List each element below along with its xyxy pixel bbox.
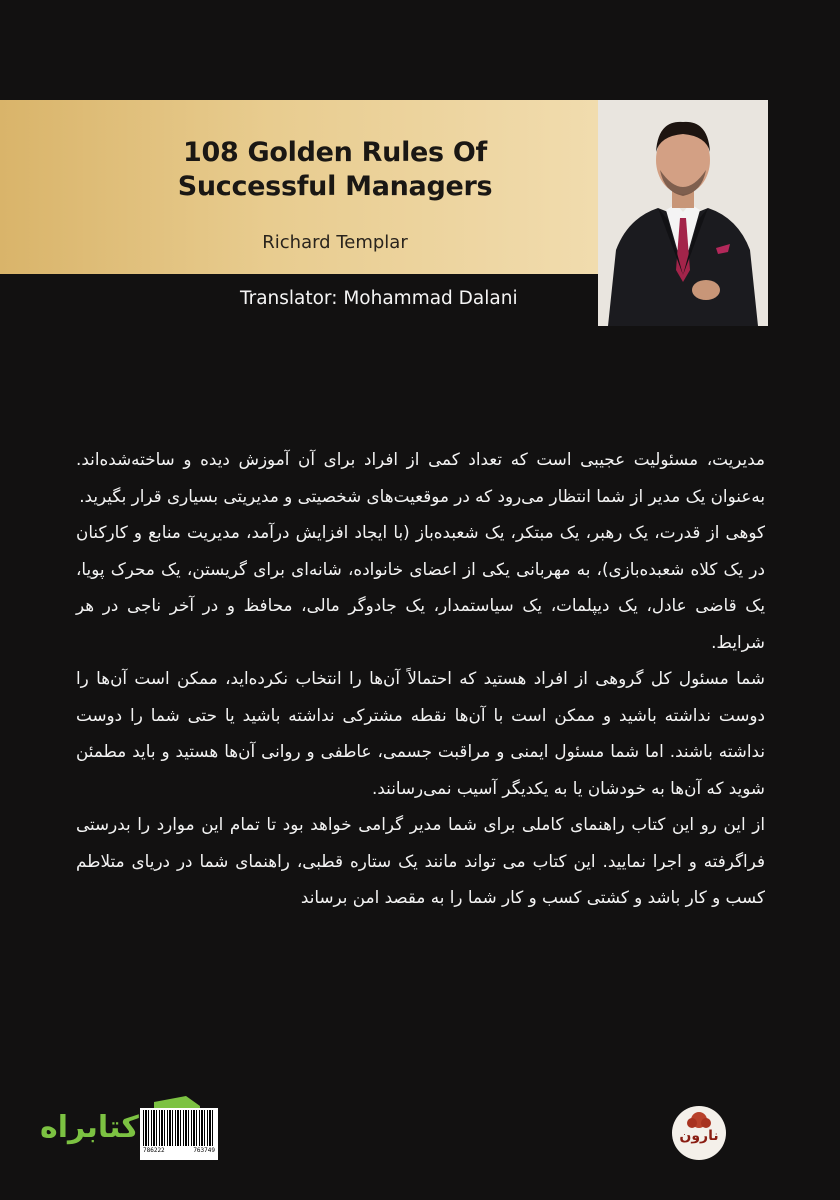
publisher-logo bbox=[672, 1106, 726, 1160]
barcode-number-left: 786222 bbox=[143, 1147, 165, 1154]
blurb-paragraph: شما مسئول کل گروهی از افراد هستید که احتمالاً آن‌ها را انتخاب نکرده‌اید، ممکن است آن‌ها را دوست نداشته باشید و ممکن است با آن‌ها نقطه مشترکی نداشته باشید یا حتی شما را دوست نداشته باشند. اما شما مسئول ایمنی و مراقبت جسمی، عاطفی و روانی آن‌ها هستید و باید مطمئن شوید که آن‌ها به خودشان یا به یکدیگر آسیب نمی‌رسانند. bbox=[76, 668, 765, 798]
book-title-line-1: 108 Golden Rules Of bbox=[182, 137, 488, 168]
barcode-number-right: 763749 bbox=[193, 1147, 215, 1154]
author-photo bbox=[598, 100, 768, 326]
blurb-text bbox=[76, 441, 765, 916]
blurb-paragraph: کوهی از قدرت، یک رهبر، یک مبتکر، یک شعبده‌باز (با ایجاد افزایش درآمد، مدیریت منابع و کارکنان در یک کلاه شعبده‌بازی)، به مهربانی یکی از اعضای خانواده، شانه‌ای برای گریستن، یک محرک پویا، یک قاضی عادل، یک دیپلمات، یک سیاستمدار، یک جادوگر مالی، محافظ و در آخر ناجی در هر شرایط. bbox=[76, 522, 765, 652]
book-title-line-2: Successful Managers bbox=[177, 171, 493, 202]
publisher-name: نارون bbox=[679, 1128, 719, 1144]
book-title bbox=[130, 136, 540, 204]
blurb-paragraph: مدیریت، مسئولیت عجیبی است که تعداد کمی از افراد برای آن آموزش دیده و ساخته‌شده‌اند. به‌عنوان یک مدیر از شما انتظار می‌رود که در موقعیت‌های شخصیتی و مدیریتی بسیاری قرار بگیرید. bbox=[76, 449, 765, 506]
barcode bbox=[140, 1108, 218, 1160]
blurb-paragraph: از این رو این کتاب راهنمای کاملی برای شما مدیر گرامی خواهد بود تا تمام این موارد را بدرستی فراگرفته و اجرا نمایید. این کتاب می تواند مانند یک ستاره قطبی، راهنمای شما در دریای متلاطم کسب و کار باشد و کشتی کسب و کار شما را به مقصد امن برساند bbox=[76, 814, 765, 907]
author-portrait-image bbox=[598, 100, 768, 326]
ketabrah-wordmark: کتابراه bbox=[40, 1110, 139, 1145]
author-name: Richard Templar bbox=[262, 232, 408, 253]
translator-credit: Translator: Mohammad Dalani bbox=[240, 288, 518, 309]
barcode-bars bbox=[143, 1110, 215, 1146]
